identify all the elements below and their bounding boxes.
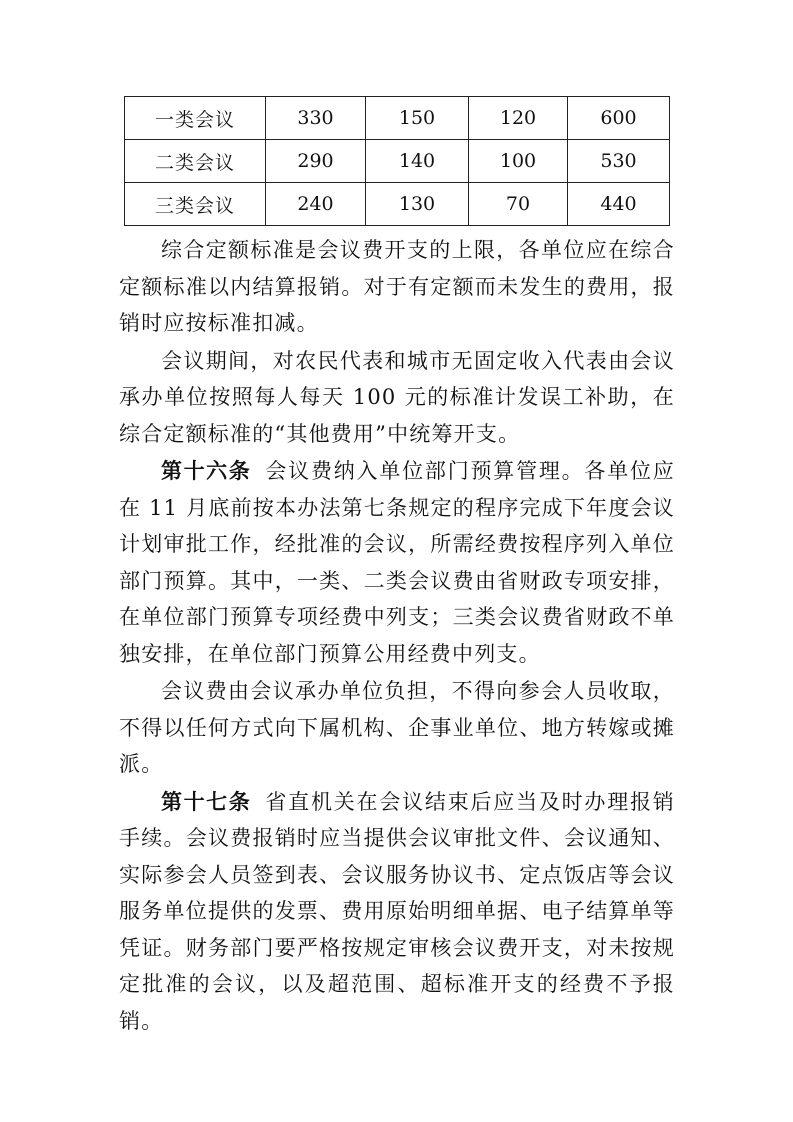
paragraph-text: 会议费纳入单位部门预算管理。各单位应在 11 月底前按本办法第七条规定的程序完成下年度会议计划审批工作，经批准的会议，所需经费按程序列入单位部门预算。其中，一类、二类会议费由省财政专项安排，在单位部门预算专项经费中列支；三类会议费省财政不单独安排，在单位部门预算公用经费中列支。 (119, 459, 676, 666)
table-cell: 240 (266, 183, 366, 226)
table-cell: 440 (568, 183, 670, 226)
article-number: 第十七条 (161, 789, 252, 814)
table-cell: 100 (469, 140, 568, 183)
table-cell: 70 (469, 183, 568, 226)
paragraph-quota-limit (119, 232, 675, 342)
article-number: 第十六条 (161, 459, 252, 483)
meeting-quota-table (124, 96, 670, 226)
table-cell: 600 (568, 97, 670, 140)
row-label: 二类会议 (125, 140, 266, 183)
article-17 (119, 784, 675, 1040)
article-16 (119, 453, 675, 672)
table-row-class-2 (125, 140, 670, 183)
paragraph-text: 综合定额标准是会议费开支的上限，各单位应在综合定额标准以内结算报销。对于有定额而未发生的费用，报销时应按标准扣减。 (119, 238, 675, 335)
table-row-class-3 (125, 183, 670, 226)
table-cell: 290 (266, 140, 366, 183)
table-cell: 150 (366, 97, 469, 140)
document-body (119, 232, 675, 1039)
table-cell: 140 (366, 140, 469, 183)
table-row-class-1 (125, 97, 670, 140)
table-cell: 530 (568, 140, 670, 183)
paragraph-text: 会议费由会议承办单位负担，不得向参会人员收取，不得以任何方式向下属机构、企事业单位、地方转嫁或摊派。 (119, 679, 675, 776)
table-cell: 120 (469, 97, 568, 140)
row-label: 一类会议 (125, 97, 266, 140)
paragraph-text: 省直机关在会议结束后应当及时办理报销手续。会议费报销时应当提供会议审批文件、会议通知、实际参会人员签到表、会议服务协议书、定点饭店等会议服务单位提供的发票、费用原始明细单据、电子结算单等凭证。财务部门要严格按规定审核会议费开支，对未按规定批准的会议，以及超范围、超标准开支的经费不予报销。 (119, 789, 676, 1033)
table-cell: 130 (366, 183, 469, 226)
paragraph-lost-work-subsidy (119, 343, 675, 453)
paragraph-cost-burden (119, 673, 675, 783)
table-cell: 330 (266, 97, 366, 140)
paragraph-text: 会议期间，对农民代表和城市无固定收入代表由会议承办单位按照每人每天 100 元的标准计发误工补助，在综合定额标准的“其他费用”中统筹开支。 (119, 348, 675, 446)
row-label: 三类会议 (125, 183, 266, 226)
